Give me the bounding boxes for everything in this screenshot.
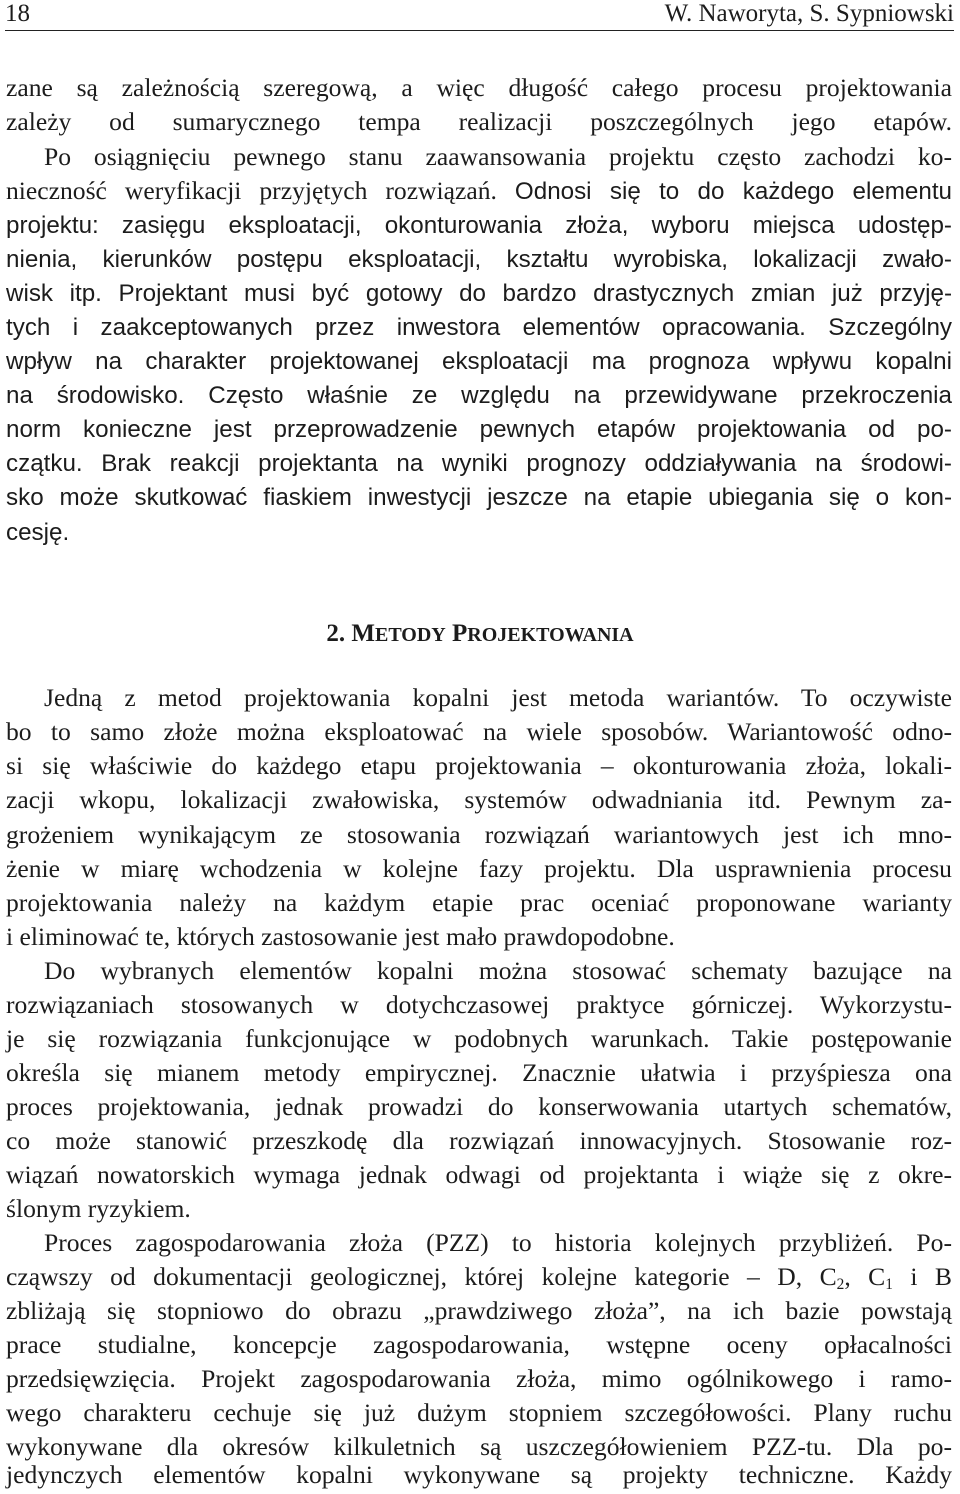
text-line: nienia, kierunków postępu eksploatacji, kształtu wyrobiska, lokalizacji zwało-	[6, 246, 952, 273]
text-line: Jedną z metod projektowania kopalni jest metoda wariantów. To oczywiste	[44, 683, 952, 712]
text-line: wisk itp. Projektant musi być gotowy do bardzo drastycznych zmian już przyję-	[6, 280, 953, 307]
text-line: Do wybranych elementów kopalni można stosować schematy bazujące na	[44, 956, 952, 985]
text-line: je się rozwiązania funkcjonujące w podobnych warunkach. Takie postępowanie	[6, 1024, 952, 1053]
text-line: zbliżają się stopniowo do obrazu „prawdziwego złoża”, na ich bazie powstają	[6, 1296, 952, 1325]
text-line: wiązań nowatorskich wymaga jednak odwagi od projektanta i wiąże się z okre-	[6, 1160, 952, 1189]
text-line: żenie w miarę wchodzenia w kolejne fazy projektu. Dla usprawnienia procesu	[6, 854, 952, 883]
text-line: sko może skutkować fiaskiem inwestycji jeszcze na etapie ubiegania się o kon-	[6, 484, 952, 511]
text-line: cząwszy od dokumentacji geologicznej, której kolejne kategorie – D, $C_2$, $C_1$ i B	[6, 1262, 952, 1293]
text-line: wego charakteru cechuje się już dużym stopniem szczegółowości. Plany ruchu	[6, 1398, 952, 1427]
text-line: projektowania należy na każdym etapie prac oceniać proponowane warianty	[6, 888, 952, 917]
text-line: ślonym ryzykiem.	[6, 1194, 191, 1223]
section-heading: 2. METODY PROJEKTOWANIA	[326, 620, 634, 647]
running-title: W. Naworyta, S. Sypniowski	[664, 0, 954, 27]
text-line: norm konieczne jest przeprowadzenie pewnych etapów projektowania od po-	[6, 416, 952, 443]
text-line: nieczność weryfikacji przyjętych rozwiązań. Odnosi się to do każdego elementu	[6, 176, 952, 205]
text-line: zane są zależnością szeregową, a więc długość całego procesu projektowania	[6, 73, 952, 102]
text-line: tych i zaakceptowanych przez inwestora elementów opracowania. Szczególny	[6, 314, 952, 341]
text-line: wpływ na charakter projektowanej eksploatacji ma prognoza wpływu kopalni	[6, 348, 952, 375]
text-line: rozwiązaniach stosowanych w dotychczasowej praktyce górniczej. Wykorzystu-	[6, 990, 953, 1019]
text-line: zależy od sumarycznego tempa realizacji poszczególnych jego etapów.	[6, 107, 952, 136]
text-line: grożeniem wynikającym ze stosowania rozwiązań wariantowych jest ich mno-	[6, 820, 952, 849]
text-line: na środowisko. Często właśnie ze względu na przewidywane przekroczenia	[6, 382, 952, 409]
page-header	[5, 0, 954, 31]
text-line: zacji wkopu, lokalizacji zwałowiska, systemów odwadniania itd. Pewnym za-	[6, 785, 952, 814]
text-line: proces projektowania, jednak prowadzi do konserwowania utartych schematów,	[6, 1092, 952, 1121]
text-line: si się właściwie do każdego etapu projektowania – okonturowania złoża, lokali-	[6, 751, 952, 780]
page-number: 18	[5, 0, 30, 27]
text-line: jedynczych elementów kopalni wykonywane są projekty techniczne. Każdy	[6, 1460, 952, 1489]
text-line: Proces zagospodarowania złoża (PZZ) to historia kolejnych przybliżeń. Po-	[44, 1228, 952, 1257]
text-line: wykonywane dla okresów kilkuletnich są uszczegółowieniem PZZ-tu. Dla po-	[6, 1432, 952, 1461]
text-line: przedsięwzięcia. Projekt zagospodarowania złoża, mimo ogólnikowego i ramo-	[6, 1364, 952, 1393]
text-line: co może stanowić przeszkodę dla rozwiązań innowacyjnych. Stosowanie roz-	[6, 1126, 952, 1155]
text-line: prace studialne, koncepcje zagospodarowania, wstępne oceny opłacalności	[6, 1330, 952, 1359]
text-line: i eliminować te, których zastosowanie jest mało prawdopodobne.	[6, 922, 675, 951]
text-line: Po osiągnięciu pewnego stanu zaawansowania projektu często zachodzi ko-	[44, 142, 952, 171]
text-line: czątku. Brak reakcji projektanta na wyniki prognozy oddziaływania na środowi-	[6, 450, 952, 477]
text-line: projektu: zasięgu eksploatacji, okonturowania złoża, wyboru miejsca udostęp-	[6, 212, 952, 239]
text-line: określa się mianem metody empirycznej. Znacznie ułatwia i przyśpiesza ona	[6, 1058, 952, 1087]
text-line: cesję.	[6, 519, 70, 546]
text-line: bo to samo złoże można eksploatować na wiele sposobów. Wariantowość odno-	[6, 717, 953, 746]
